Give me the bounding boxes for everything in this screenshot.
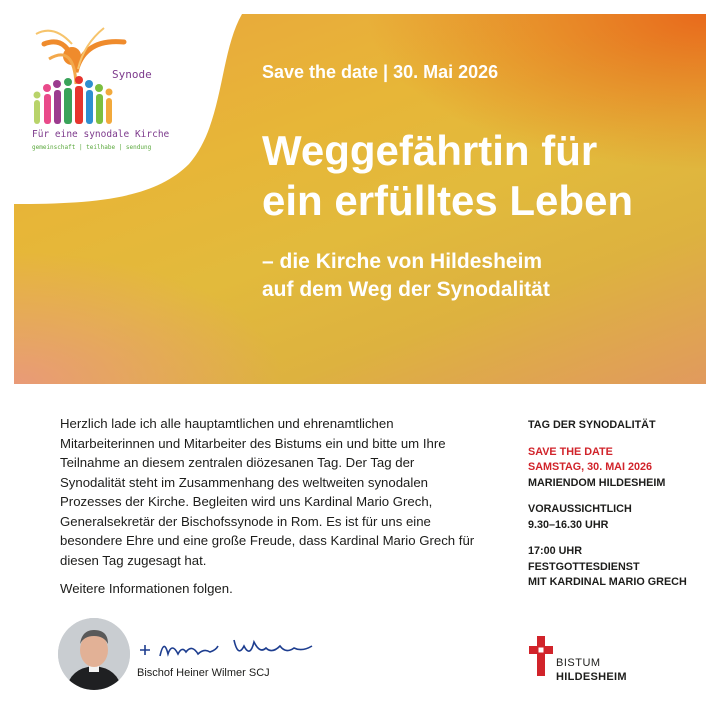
signature <box>134 628 324 666</box>
logo-sub: gemeinschaft | teilhabe | sendung <box>32 144 152 151</box>
followup-paragraph: Weitere Informationen folgen. <box>60 581 233 596</box>
synode-logo <box>14 14 274 214</box>
subtitle <box>262 248 550 304</box>
event-info <box>528 418 708 602</box>
save-the-date-line: Save the date | 30. Mai 2026 <box>262 62 499 82</box>
page-title <box>262 126 633 226</box>
event-location: MARIENDOM HILDESHEIM <box>528 476 666 489</box>
time-label: VORAUSSICHTLICH <box>528 503 632 515</box>
synode-logo-graphic <box>14 14 274 214</box>
logo-tagline: Für eine synodale Kirche <box>32 129 170 140</box>
logo-word: Synode <box>112 68 152 81</box>
bistum-word: BISTUM <box>556 657 601 669</box>
signer-name: Bischof Heiner Wilmer SCJ <box>137 667 270 679</box>
title-line-1: Weggefährtin für <box>262 127 598 174</box>
event-name: TAG DER SYNODALITÄT <box>528 419 656 431</box>
event-time: 9.30–16.30 UHR <box>528 518 609 531</box>
title-line-2: ein erfülltes Leben <box>262 177 634 224</box>
bishop-portrait <box>58 618 130 690</box>
subtitle-line-2: auf dem Weg der Synodalität <box>262 278 550 301</box>
mass-guest: MIT KARDINAL MARIO GRECH <box>528 576 687 588</box>
mass-title: FESTGOTTESDIENST <box>528 560 640 573</box>
bistum-name: HILDESHEIM <box>556 671 627 683</box>
invitation-text <box>60 414 480 608</box>
header-banner <box>14 14 706 384</box>
invitation-paragraph: Herzlich lade ich alle hauptamtlichen und ehrenamtlichen Mitarbeiterinnen und Mitarbeiter des Bistums ein und bitte um Ihre Teilnahme an diesem zentralen diözesanen Tag. Der Tag der Synodalität steht im Zusammenhang des weltweiten synodalen Prozesses der Kirche. Begleiten wird uns Kardinal Mario Grech, Generalsekretär der Bischofssynode in Rom. Es ist für uns eine besondere Ehre und eine große Freude, dass Kardinal Mario Grech für diesen Tag zugesagt hat. <box>60 416 475 568</box>
event-date: SAMSTAG, 30. MAI 2026 <box>528 461 653 473</box>
subtitle-line-1: – die Kirche von Hildesheim <box>262 250 543 273</box>
save-the-date-label: SAVE THE DATE <box>528 445 613 458</box>
mass-time: 17:00 UHR <box>528 545 583 557</box>
